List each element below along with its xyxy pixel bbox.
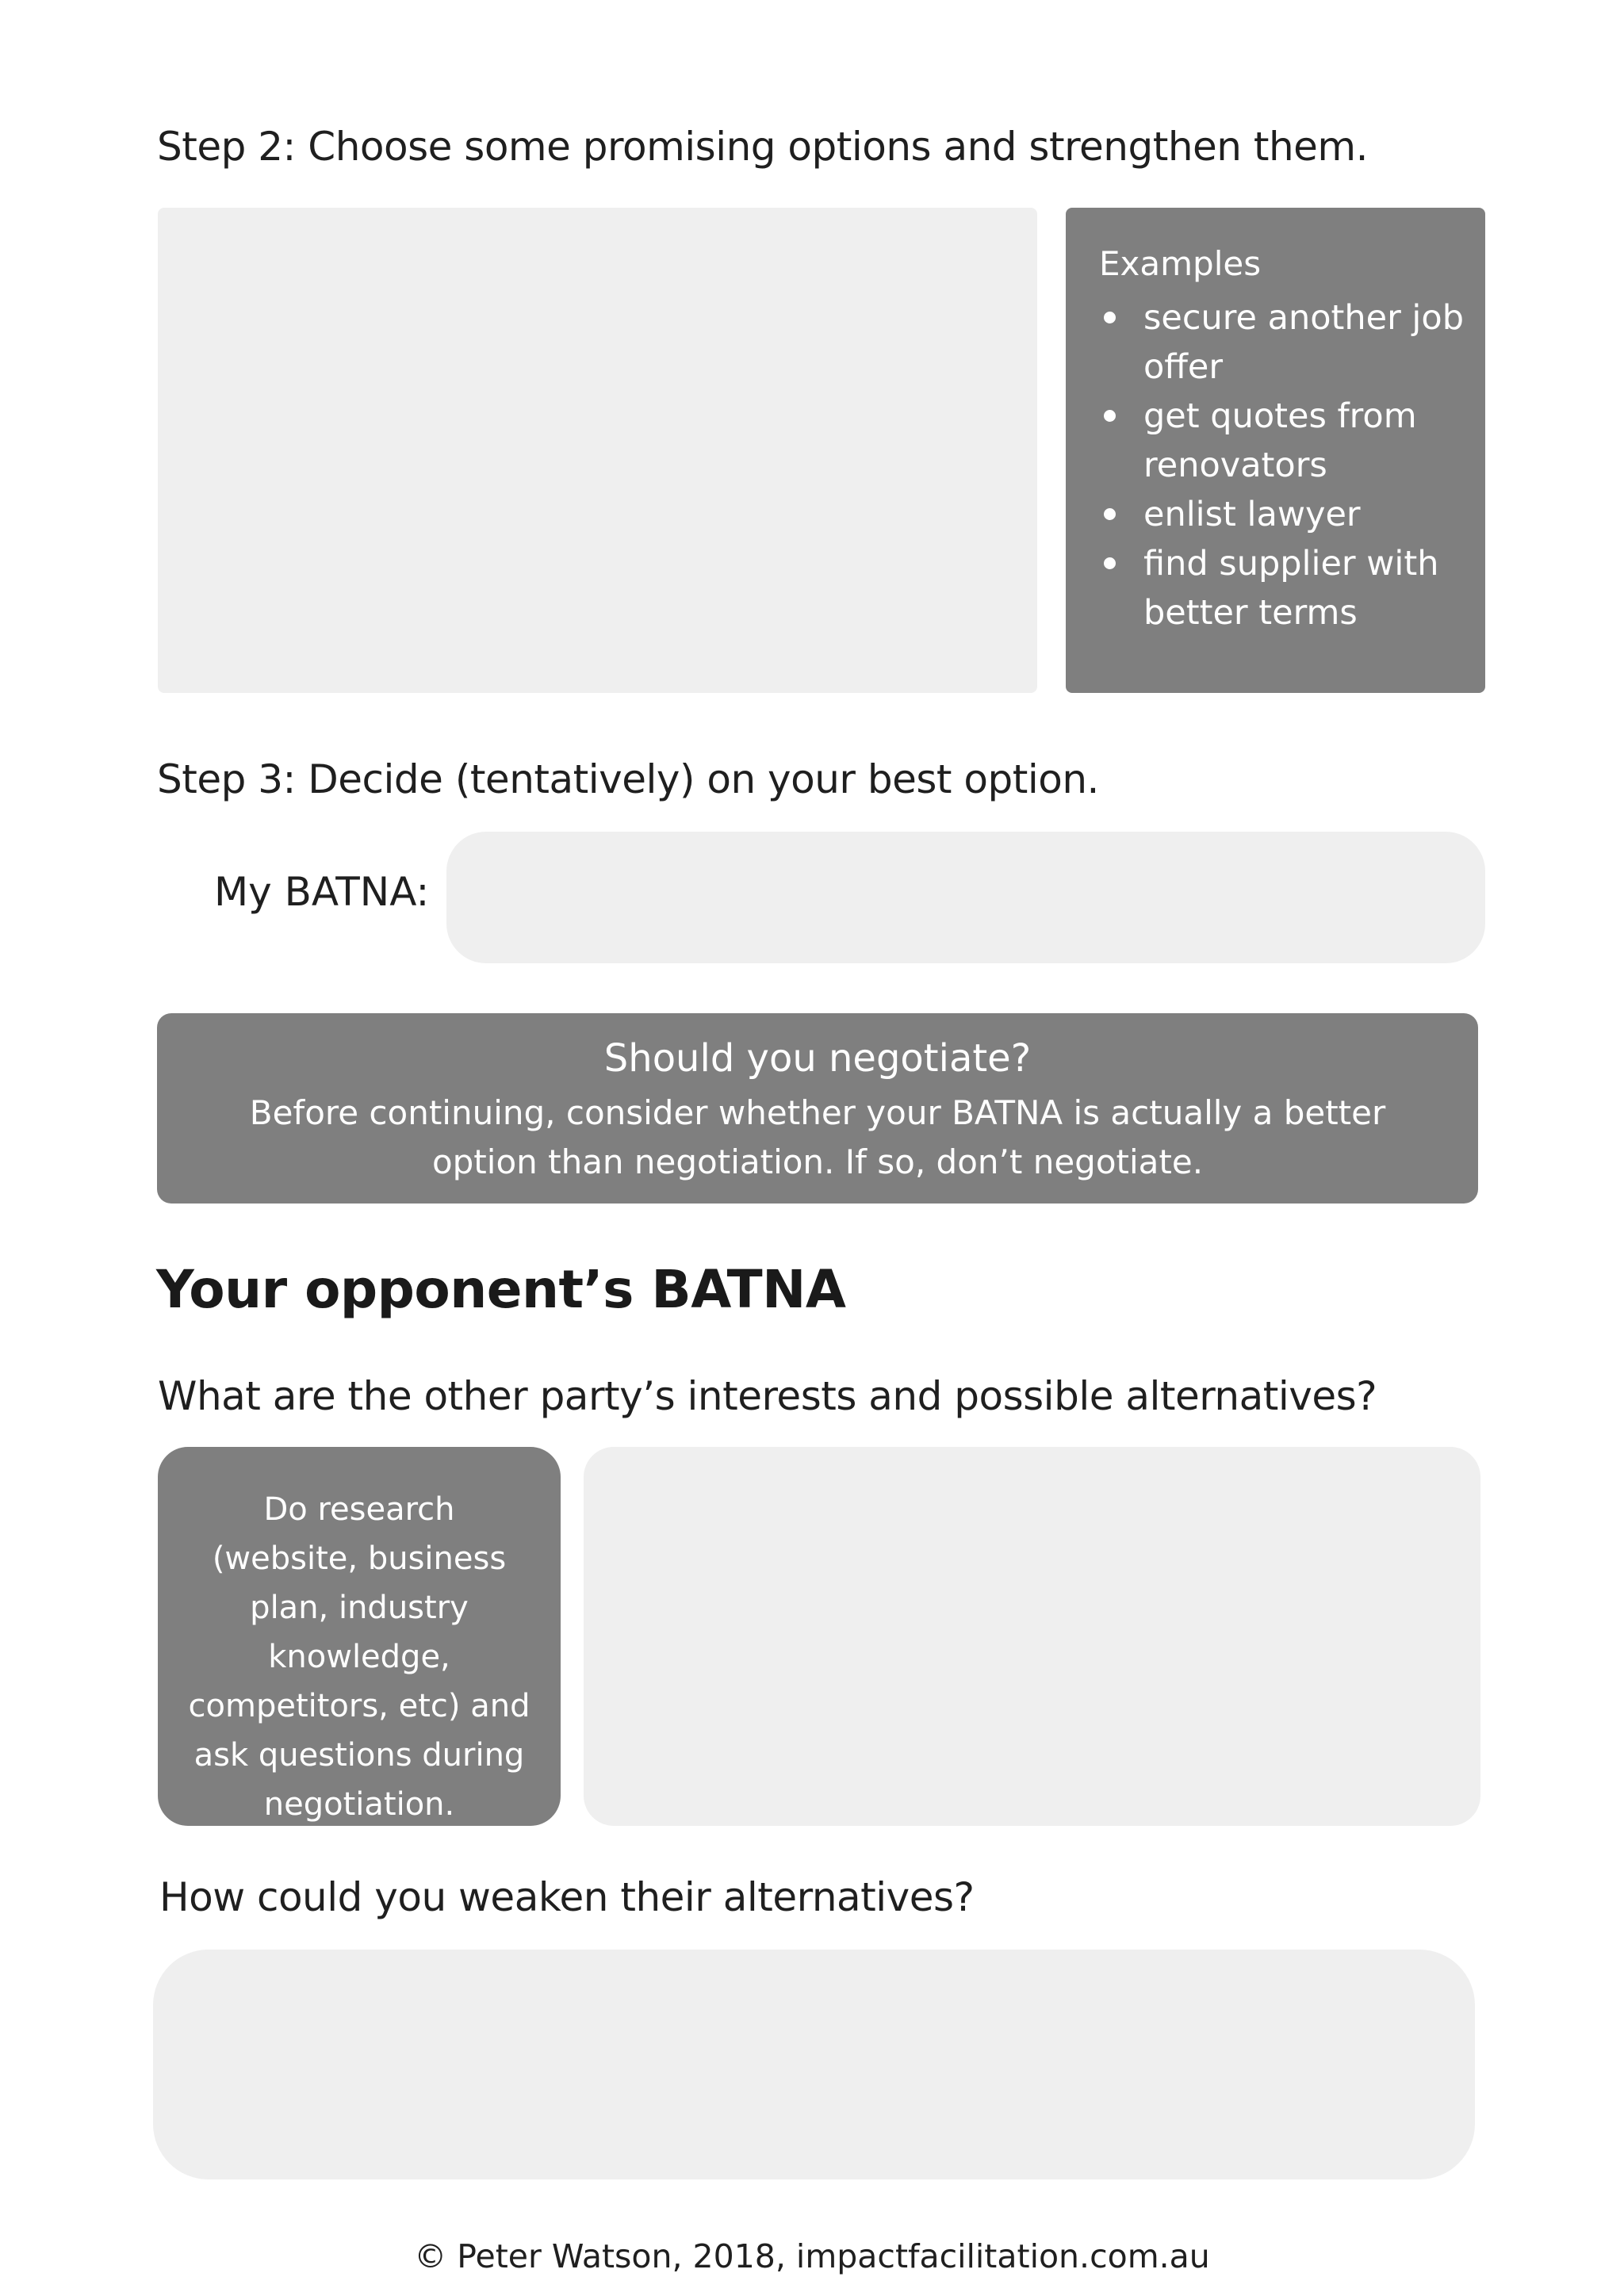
weaken-alternatives-field[interactable] — [153, 1950, 1475, 2179]
negotiate-notice — [157, 1013, 1478, 1203]
research-tip-text: Do research (website, business plan, industry knowledge, competitors, etc) and ask questions during negotiation. — [188, 1491, 530, 1823]
example-item: enlist lawyer — [1099, 490, 1472, 539]
bullet-icon — [1104, 410, 1116, 422]
opponent-batna-title: Your opponent’s BATNA — [156, 1259, 846, 1320]
bullet-icon — [1104, 508, 1116, 520]
research-tip-panel — [158, 1447, 561, 1826]
my-batna-label: My BATNA: — [214, 869, 430, 915]
weaken-alternatives-question: How could you weaken their alternatives? — [159, 1874, 975, 1920]
notice-text: Before continuing, consider whether your BATNA is actually a better option than negotiation. If so, don’t negotiate. — [249, 1093, 1386, 1181]
bullet-icon — [1104, 312, 1116, 323]
example-item: secure another job offer — [1099, 293, 1472, 392]
opponent-interests-question: What are the other party’s interests and possible alternatives? — [158, 1373, 1377, 1419]
example-item: find supplier with better terms — [1099, 539, 1472, 637]
step-2-options-field[interactable] — [158, 208, 1037, 693]
examples-title: Examples — [1099, 244, 1262, 283]
bullet-icon — [1104, 557, 1116, 569]
opponent-alternatives-field[interactable] — [584, 1447, 1480, 1826]
my-batna-field[interactable] — [446, 832, 1485, 963]
examples-list — [1099, 293, 1472, 637]
step-2-heading: Step 2: Choose some promising options and strengthen them. — [157, 124, 1369, 170]
example-item: get quotes from renovators — [1099, 392, 1472, 490]
examples-panel — [1066, 208, 1485, 693]
step-3-heading: Step 3: Decide (tentatively) on your best option. — [157, 756, 1099, 802]
notice-title: Should you negotiate? — [603, 1036, 1032, 1081]
footer-copyright: © Peter Watson, 2018, impactfacilitation.com.au — [414, 2237, 1210, 2275]
